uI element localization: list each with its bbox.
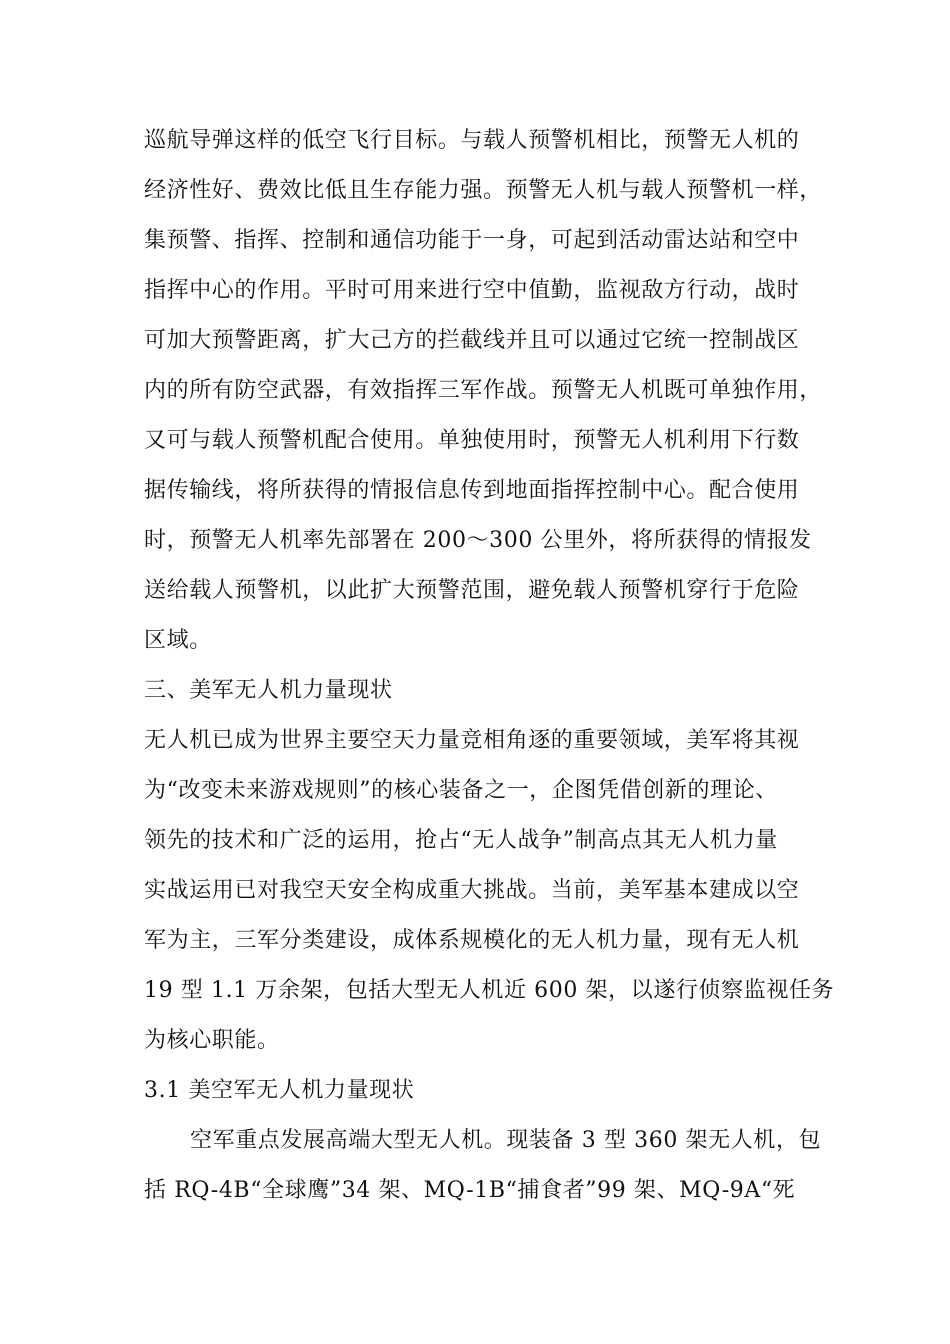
text-line: 无人机已成为世界主要空天力量竞相角逐的重要领域，美军将其视 (144, 728, 800, 753)
text-line: 又可与载人预警机配合使用。单独使用时，预警无人机利用下行数 (144, 428, 800, 453)
text-line: 为“改变未来游戏规则”的核心装备之一，企图凭借创新的理论、 (144, 778, 778, 803)
subsection-heading: 3.1 美空军无人机力量现状 (144, 1078, 415, 1103)
text-line: 括 RQ-4B“全球鹰”34 架、MQ-1B“捕食者”99 架、MQ-9A“死 (144, 1178, 796, 1203)
text-line: 实战运用已对我空天安全构成重大挑战。当前，美军基本建成以空 (144, 878, 800, 903)
text-line: 为核心职能。 (144, 1028, 280, 1053)
text-line: 可加大预警距离，扩大己方的拦截线并且可以通过它统一控制战区 (144, 328, 800, 353)
text-line: 经济性好、费效比低且生存能力强。预警无人机与载人预警机一样， (144, 178, 823, 203)
section-heading: 三、美军无人机力量现状 (144, 678, 393, 703)
text-line: 巡航导弹这样的低空飞行目标。与载人预警机相比，预警无人机的 (144, 128, 800, 153)
text-line: 指挥中心的作用。平时可用来进行空中值勤，监视敌方行动，战时 (144, 278, 800, 303)
text-line: 领先的技术和广泛的运用，抢占“无人战争”制高点其无人机力量 (144, 828, 778, 853)
text-line: 区域。 (144, 628, 212, 653)
text-line: 内的所有防空武器，有效指挥三军作战。预警无人机既可单独作用， (144, 378, 823, 403)
text-line: 据传输线，将所获得的情报信息传到地面指挥控制中心。配合使用 (144, 478, 800, 503)
text-line: 送给载人预警机，以此扩大预警范围，避免载人预警机穿行于危险 (144, 578, 800, 603)
text-line: 军为主，三军分类建设，成体系规模化的无人机力量，现有无人机 (144, 928, 800, 953)
text-line: 时，预警无人机率先部署在 200～300 公里外，将所获得的情报发 (144, 528, 812, 553)
text-line: 空军重点发展高端大型无人机。现装备 3 型 360 架无人机，包 (190, 1128, 822, 1153)
text-line: 19 型 1.1 万余架，包括大型无人机近 600 架，以遂行侦察监视任务 (144, 978, 835, 1003)
text-line: 集预警、指挥、控制和通信功能于一身，可起到活动雷达站和空中 (144, 228, 800, 253)
